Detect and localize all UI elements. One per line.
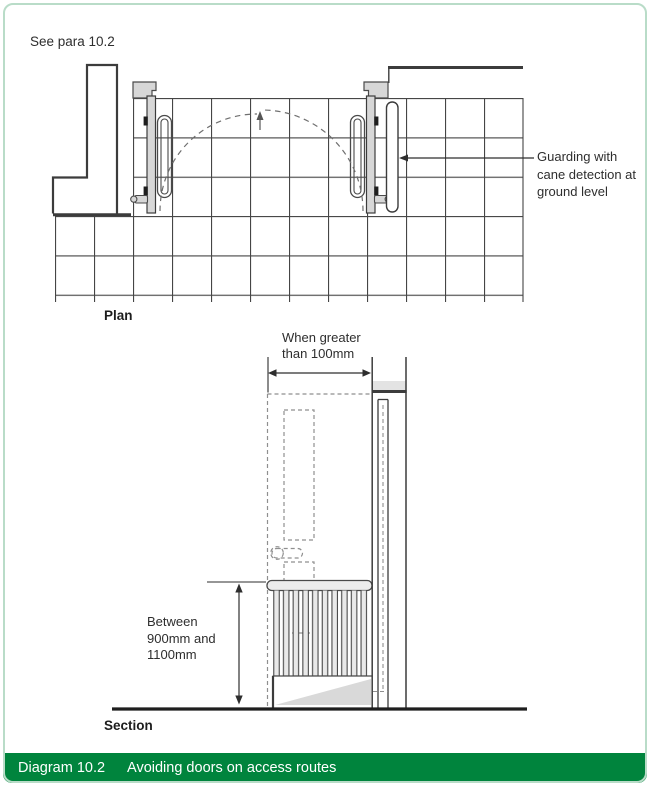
guarding-rail <box>267 581 372 591</box>
plan-view <box>53 65 534 302</box>
width-dimension-label: When greater than 100mm <box>282 330 361 361</box>
door-frame <box>372 357 407 708</box>
hinge-bottom-left <box>144 187 148 196</box>
width-dimension-arrow <box>268 357 371 393</box>
paving-grid-upper <box>133 98 523 216</box>
wall-right <box>388 66 523 83</box>
paving-grid-lower <box>55 216 523 302</box>
hinge-top-right <box>374 117 378 126</box>
hinge-bottom-right <box>374 187 378 196</box>
diagram-title: Avoiding doors on access routes <box>127 760 337 776</box>
hinge-top-left <box>144 117 148 126</box>
guarding-balusters <box>273 591 370 677</box>
cane-detection-rail <box>273 676 373 708</box>
section-caption: Section <box>104 718 153 733</box>
plan-caption: Plan <box>104 308 133 323</box>
reference-note: See para 10.2 <box>30 34 115 49</box>
door-pivot-left <box>131 196 148 204</box>
wall-left <box>53 65 117 214</box>
diagram-title-bar <box>3 753 647 783</box>
height-dimension-label: Between 900mm and 1100mm <box>147 614 216 662</box>
diagram-number: Diagram 10.2 <box>18 760 106 776</box>
door-handle-section <box>272 549 303 559</box>
guarding-annotation: Guarding with cane detection at ground level <box>537 149 637 199</box>
guarding-plan <box>387 102 399 212</box>
vision-panel <box>284 410 314 540</box>
